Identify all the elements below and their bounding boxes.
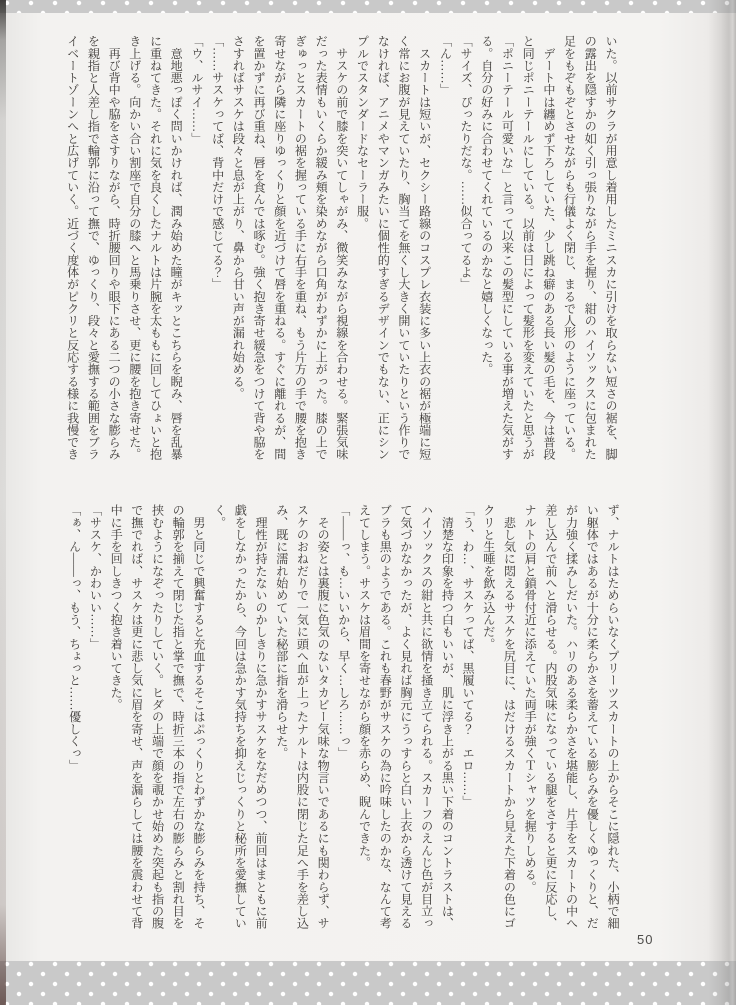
polka-dot-band-top <box>0 0 736 13</box>
text-line: い躯体ではあるが十分に柔らかさを蓄えている膨らみを優しくゆっくりと、だ <box>585 504 600 930</box>
text-line: 足をもぞもぞとさせながらも行儀よく閉じ、まるで人形のように座っている。 <box>562 35 577 461</box>
text-line: 再び背中や脇をさすりながら、時折腰回りや眼下にある二つの小さな膨らみ <box>107 35 122 461</box>
text-line: だった表情もいくらか緩み頬を染めながら口角がわずかに上がった。膝の上で <box>314 35 329 461</box>
text-line: スケのおねだりで一気に頭へ血が上ったナルトは内股に閉じた足へ手を差し込 <box>295 504 310 930</box>
text-line: スカートは短いが、セクシー路線のコスプレ衣装に多い上衣の裾が極端に短 <box>417 35 432 461</box>
text-line: 「う、わ…、サスケってば、黒履いてる？ エロ……」 <box>461 504 476 808</box>
text-line: デート中は纏めず下ろしていた、少し跳ね癖のある長い髪の毛を、今は普段 <box>541 35 556 461</box>
text-line: の輪郭を揃えて閉じた指と掌で撫で、時折三本の指で左右の膨らみと割れ目を <box>171 504 186 930</box>
text-line: さすればサスケは段々と息が上がり、鼻から甘い声が漏れ始める。 <box>231 35 246 400</box>
text-line: み、既に濡れ始めていた秘部に指を滑らせた。 <box>274 504 289 760</box>
text-line: 寄せながら隣に座りゆっくりと顔を近づけて唇を重ねる。すぐに離れるが、間 <box>272 35 287 461</box>
text-line: の露出を隠すかの如く引っ張りながら手を握り、紺のハイソックスに包まれた <box>583 35 598 461</box>
scan-edge-left <box>0 0 6 1005</box>
text-line: サスケの前で膝を突いてしゃがみ、微笑みながら視線を合わせる。緊張気味 <box>334 35 349 461</box>
text-line: を親指と人差し指で輪郭に沿って撫で、ゆっくり、段々と愛撫する範囲をブラ <box>86 35 101 461</box>
text-line: 「ぁ、ん――っ、もう、ちょっと……優しくっ」 <box>67 504 82 772</box>
text-line: と同じポニーテールにしている。以前は日によって髪形を変えていたと思うが <box>521 35 536 461</box>
text-line: 「……サスケってば、背中だけで感じてる？」 <box>210 35 225 291</box>
text-line: き上げる。向かい合い割座で自分の膝へと馬乗りさせ、更に腰を抱き寄せた。 <box>127 35 142 461</box>
text-line: 「ウ、ルサイ……」 <box>189 35 204 145</box>
text-line: 「ポニーテール可愛いな」と言って以来この髪型にしている事が増えた気がす <box>500 35 515 461</box>
text-line: で撫でれば、サスケは更に悲し気に眉を寄せ、声を漏らしては腰を震わせて背 <box>129 504 144 930</box>
text-line: クリと生唾を飲み込んだ。 <box>481 504 496 650</box>
body-text-top-block <box>61 35 621 476</box>
text-line: プルでスタンダードなセーラー服。 <box>355 35 370 230</box>
text-line: 「サイズ、ぴったりだな。……似合ってるよ」 <box>459 35 474 291</box>
page-number: 50 <box>637 932 654 947</box>
text-line: 「――っ、も…いいから、早く…しろ……っ」 <box>336 504 351 760</box>
text-line: 男と同じで興奮すると充血するそこはぷっくりとわずかな膨らみを持ち、そ <box>191 504 206 930</box>
text-line: ぎゅっとスカートの裾を握っている手に右手を重ね、もう片方の手で腰を抱き <box>293 35 308 461</box>
text-line: ず、ナルトはためらいなくプリーツスカートの上からそこに隠れた、小柄で細 <box>606 504 620 930</box>
text-line: を置かずに再び重ね、唇を食んでは啄む。強く抱き寄せ緩急をつけて背や脇を <box>252 35 267 461</box>
text-line: イベートゾーンへと広げていく。近づく度体がピクリと反応する様に我慢でき <box>65 35 80 461</box>
text-line: く。 <box>212 504 227 529</box>
text-line: 挟むようになぞったりしていく。ヒダの上端で顔を覗かせ始めた突起も指の腹 <box>150 504 165 930</box>
text-line: なければ、アニメやマンガみたいに個性的すぎるデザインでもない、正にシン <box>376 35 391 461</box>
text-line: 清楚な印象を持つ白もいいが、肌に浮き上がる黒い下着のコントラストは、 <box>440 504 455 930</box>
text-line: 悲し気に悶えるサスケを尻目に、はだけるスカートから見えた下着の色にゴ <box>502 504 517 930</box>
text-line: いた。以前サクラが用意し着用したミニスカに引けを取らない短さの裾を、脚 <box>604 35 618 461</box>
text-line: る。自分の好みに合わせてくれているのかなと嬉しくなった。 <box>479 35 494 376</box>
text-line: 意地悪っぽく問いかければ、潤み始めた瞳がキッとこちらを睨み、唇を乱暴 <box>169 35 184 461</box>
text-line: 「ん……」 <box>438 35 453 96</box>
body-text-bottom-block <box>59 504 623 947</box>
text-line: ハイソックスの紺と共に欲情を掻き立てられる。スカーフのえんじ色が目立っ <box>419 504 434 930</box>
text-line: 戯をしなかったから、今回は急かす気持ちを抑えじっくりと秘所を愛撫してい <box>233 504 248 930</box>
text-line: ナルトの肩と鎖骨付近に添えていた両手が強くＴシャツを握りしめる。 <box>523 504 538 893</box>
text-line: えてしまう。サスケは眉間を寄せながら顔を赤らめ、睨んできた。 <box>357 504 372 869</box>
text-line: ブラも黒のようである。これも春野がサスケの為に吟味したのかな、なんて考 <box>378 504 393 930</box>
text-line: 差し込んで前へと滑らせる。内股気味になっている腿をさすると更に反応し、 <box>543 504 558 930</box>
text-line: て気づかなかったが、よく見れば胸元にうっすらと白い上衣から透けて見える <box>398 504 413 930</box>
text-line: 中に手を回しきつく抱き着いてきた。 <box>109 504 124 711</box>
text-line: く常にお腹が見えていたり、胸当てを無くし大きく開いていたりという作りで <box>396 35 411 461</box>
text-line: 「サスケ、かわいい……」 <box>88 504 103 650</box>
text-line: が力強く揉みしだいた。ハリのある柔らかさを堪能し、片手をスカートの中へ <box>564 504 579 930</box>
text-line: 理性が持たないのかしきりに急かすサスケをなだめつつ、前回はまともに前 <box>254 504 269 930</box>
text-line: その姿とは裏腹に色気のないタカビー気味な物言いであるにも関わらず、サ <box>316 504 331 930</box>
text-line: に重ねてきた。それに気を良くしたナルトは片腕を太ももに回してひょいと抱 <box>148 35 163 461</box>
polka-dot-band-bottom <box>0 961 736 1005</box>
scan-edge-right <box>708 0 736 1005</box>
